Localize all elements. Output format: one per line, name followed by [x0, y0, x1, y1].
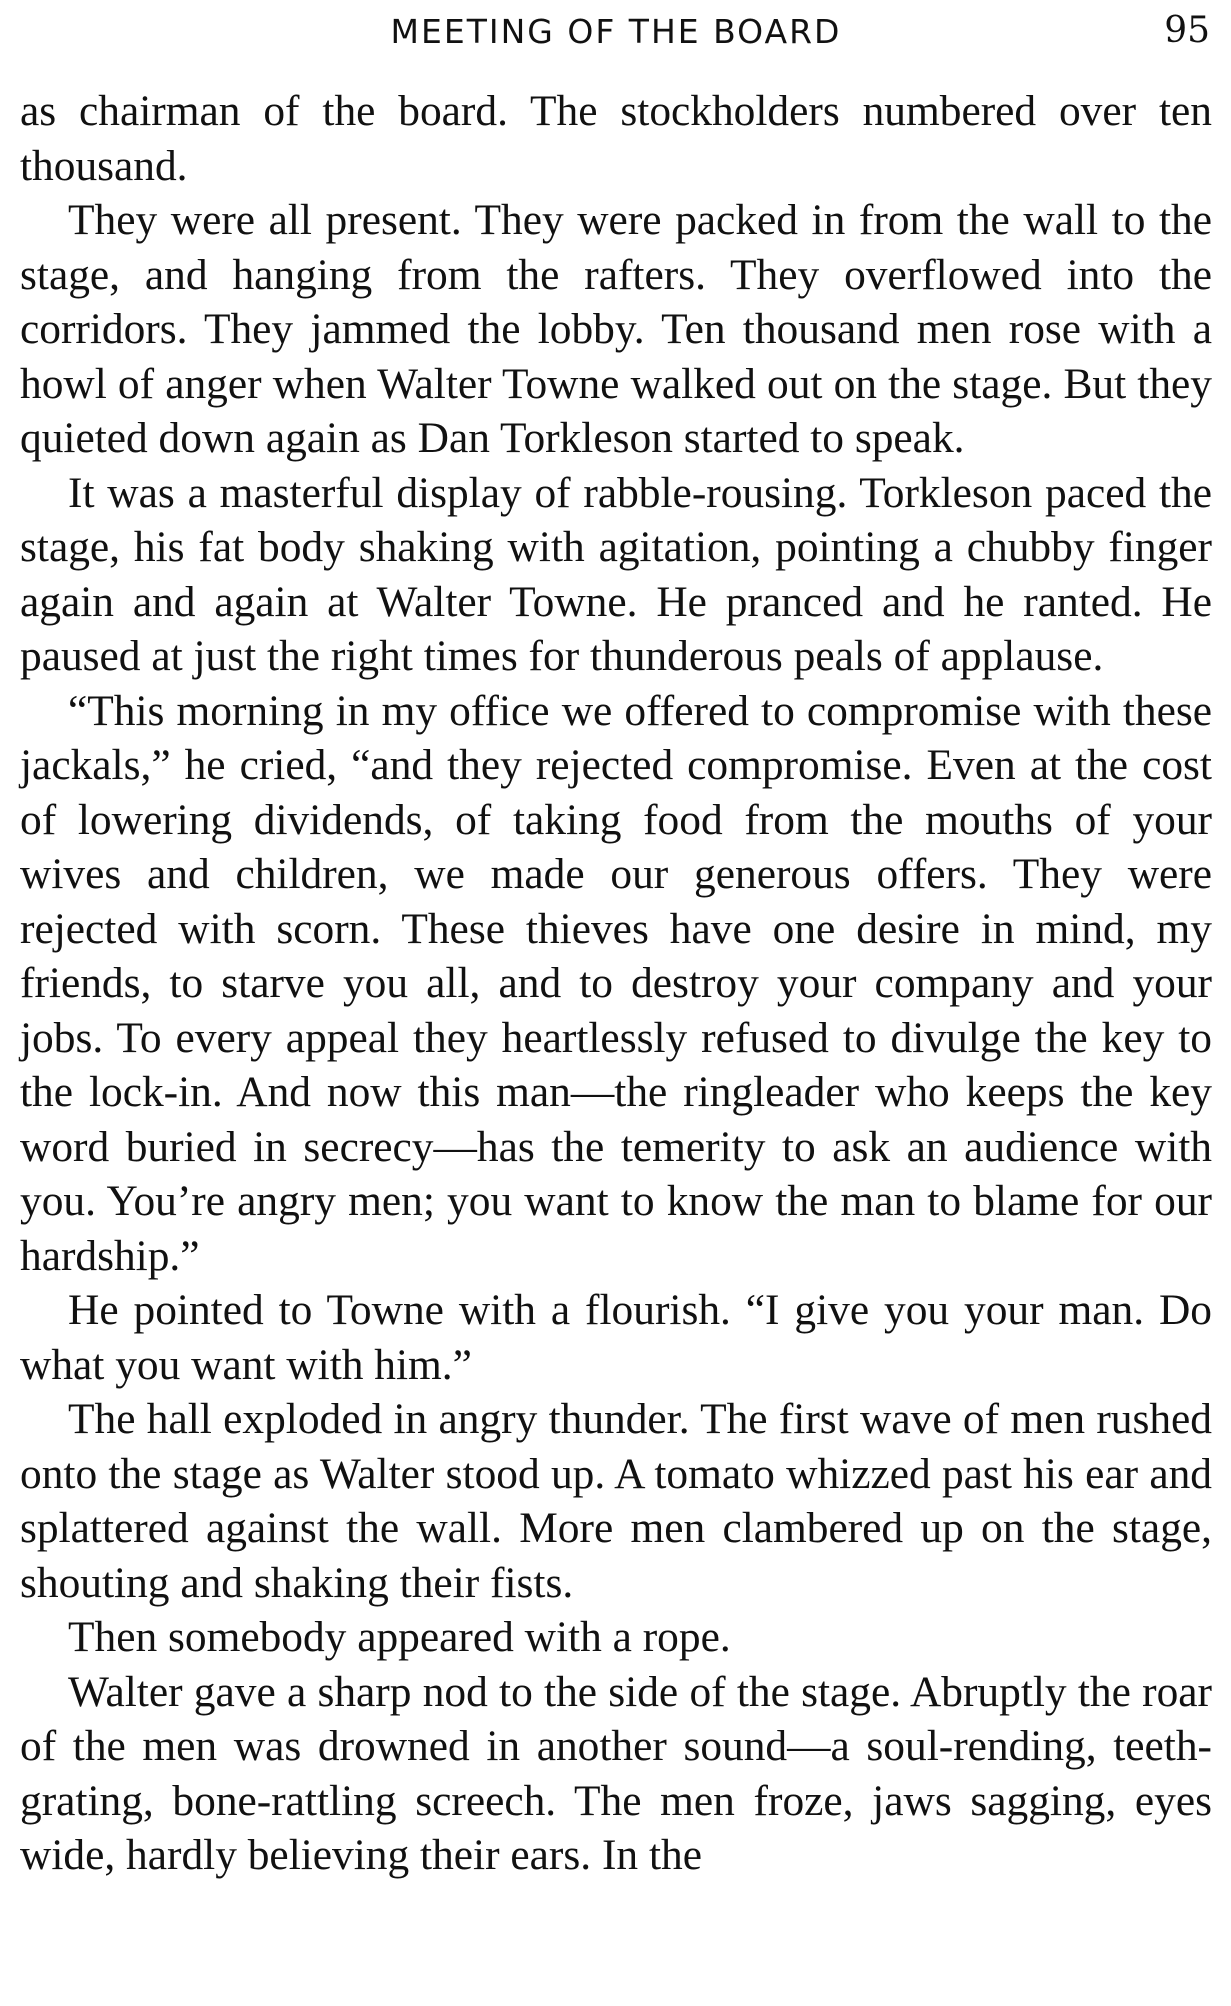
paragraph: Then somebody appeared with a rope. [68, 1613, 731, 1661]
paragraph: He pointed to Towne with a flourish. “I give you your man. Do what you want with him.” [20, 1286, 1212, 1389]
running-title: MEETING OF THE BOARD [390, 12, 842, 51]
paragraph: Walter gave a sharp nod to the side of the stage. Abruptly the roar of the men was drowned in another sound—a soul-rending, teeth-grating, bone-rattling screech. The men froze, jaws sagging, eyes wide, hardly believing their ears. In the [20, 1667, 1212, 1879]
book-page [20, 0, 1212, 2006]
paragraph: as chairman of the board. The stockholders numbered over ten thousand. [20, 87, 1212, 190]
body-text [20, 84, 1212, 1883]
running-header [20, 0, 1212, 70]
paragraph: It was a masterful display of rabble-rousing. Torkleson paced the stage, his fat body shaking with agitation, pointing a chubby finger again and again at Walter Towne. He pranced and he ranted. He paused at just the right times for thunderous peals of applause. [20, 468, 1212, 680]
paragraph: The hall exploded in angry thunder. The first wave of men rushed onto the stage as Walter stood up. A tomato whizzed past his ear and splattered against the wall. More men clambered up on the stage, shouting and shaking their fists. [20, 1395, 1212, 1607]
paragraph: “This morning in my office we offered to compromise with these jackals,” he cried, “and they rejected compromise. Even at the cost of lowering dividends, of taking food from the mouths of your wives and children, we made our generous offers. They were rejected with scorn. These thieves have one desire in mind, my friends, to starve you all, and to destroy your company and your jobs. To every appeal they heartlessly refused to divulge the key to the lock-in. And now this man—the ringleader who keeps the key word buried in secrecy—has the temerity to ask an audience with you. You’re angry men; you want to know the man to blame for our hardship.” [20, 686, 1212, 1280]
page-number: 95 [1164, 10, 1210, 51]
paragraph: They were all present. They were packed in from the wall to the stage, and hanging from the rafters. They overflowed into the corridors. They jammed the lobby. Ten thousand men rose with a howl of anger when Walter Towne walked out on the stage. But they quieted down again as Dan Torkleson started to speak. [20, 196, 1212, 462]
